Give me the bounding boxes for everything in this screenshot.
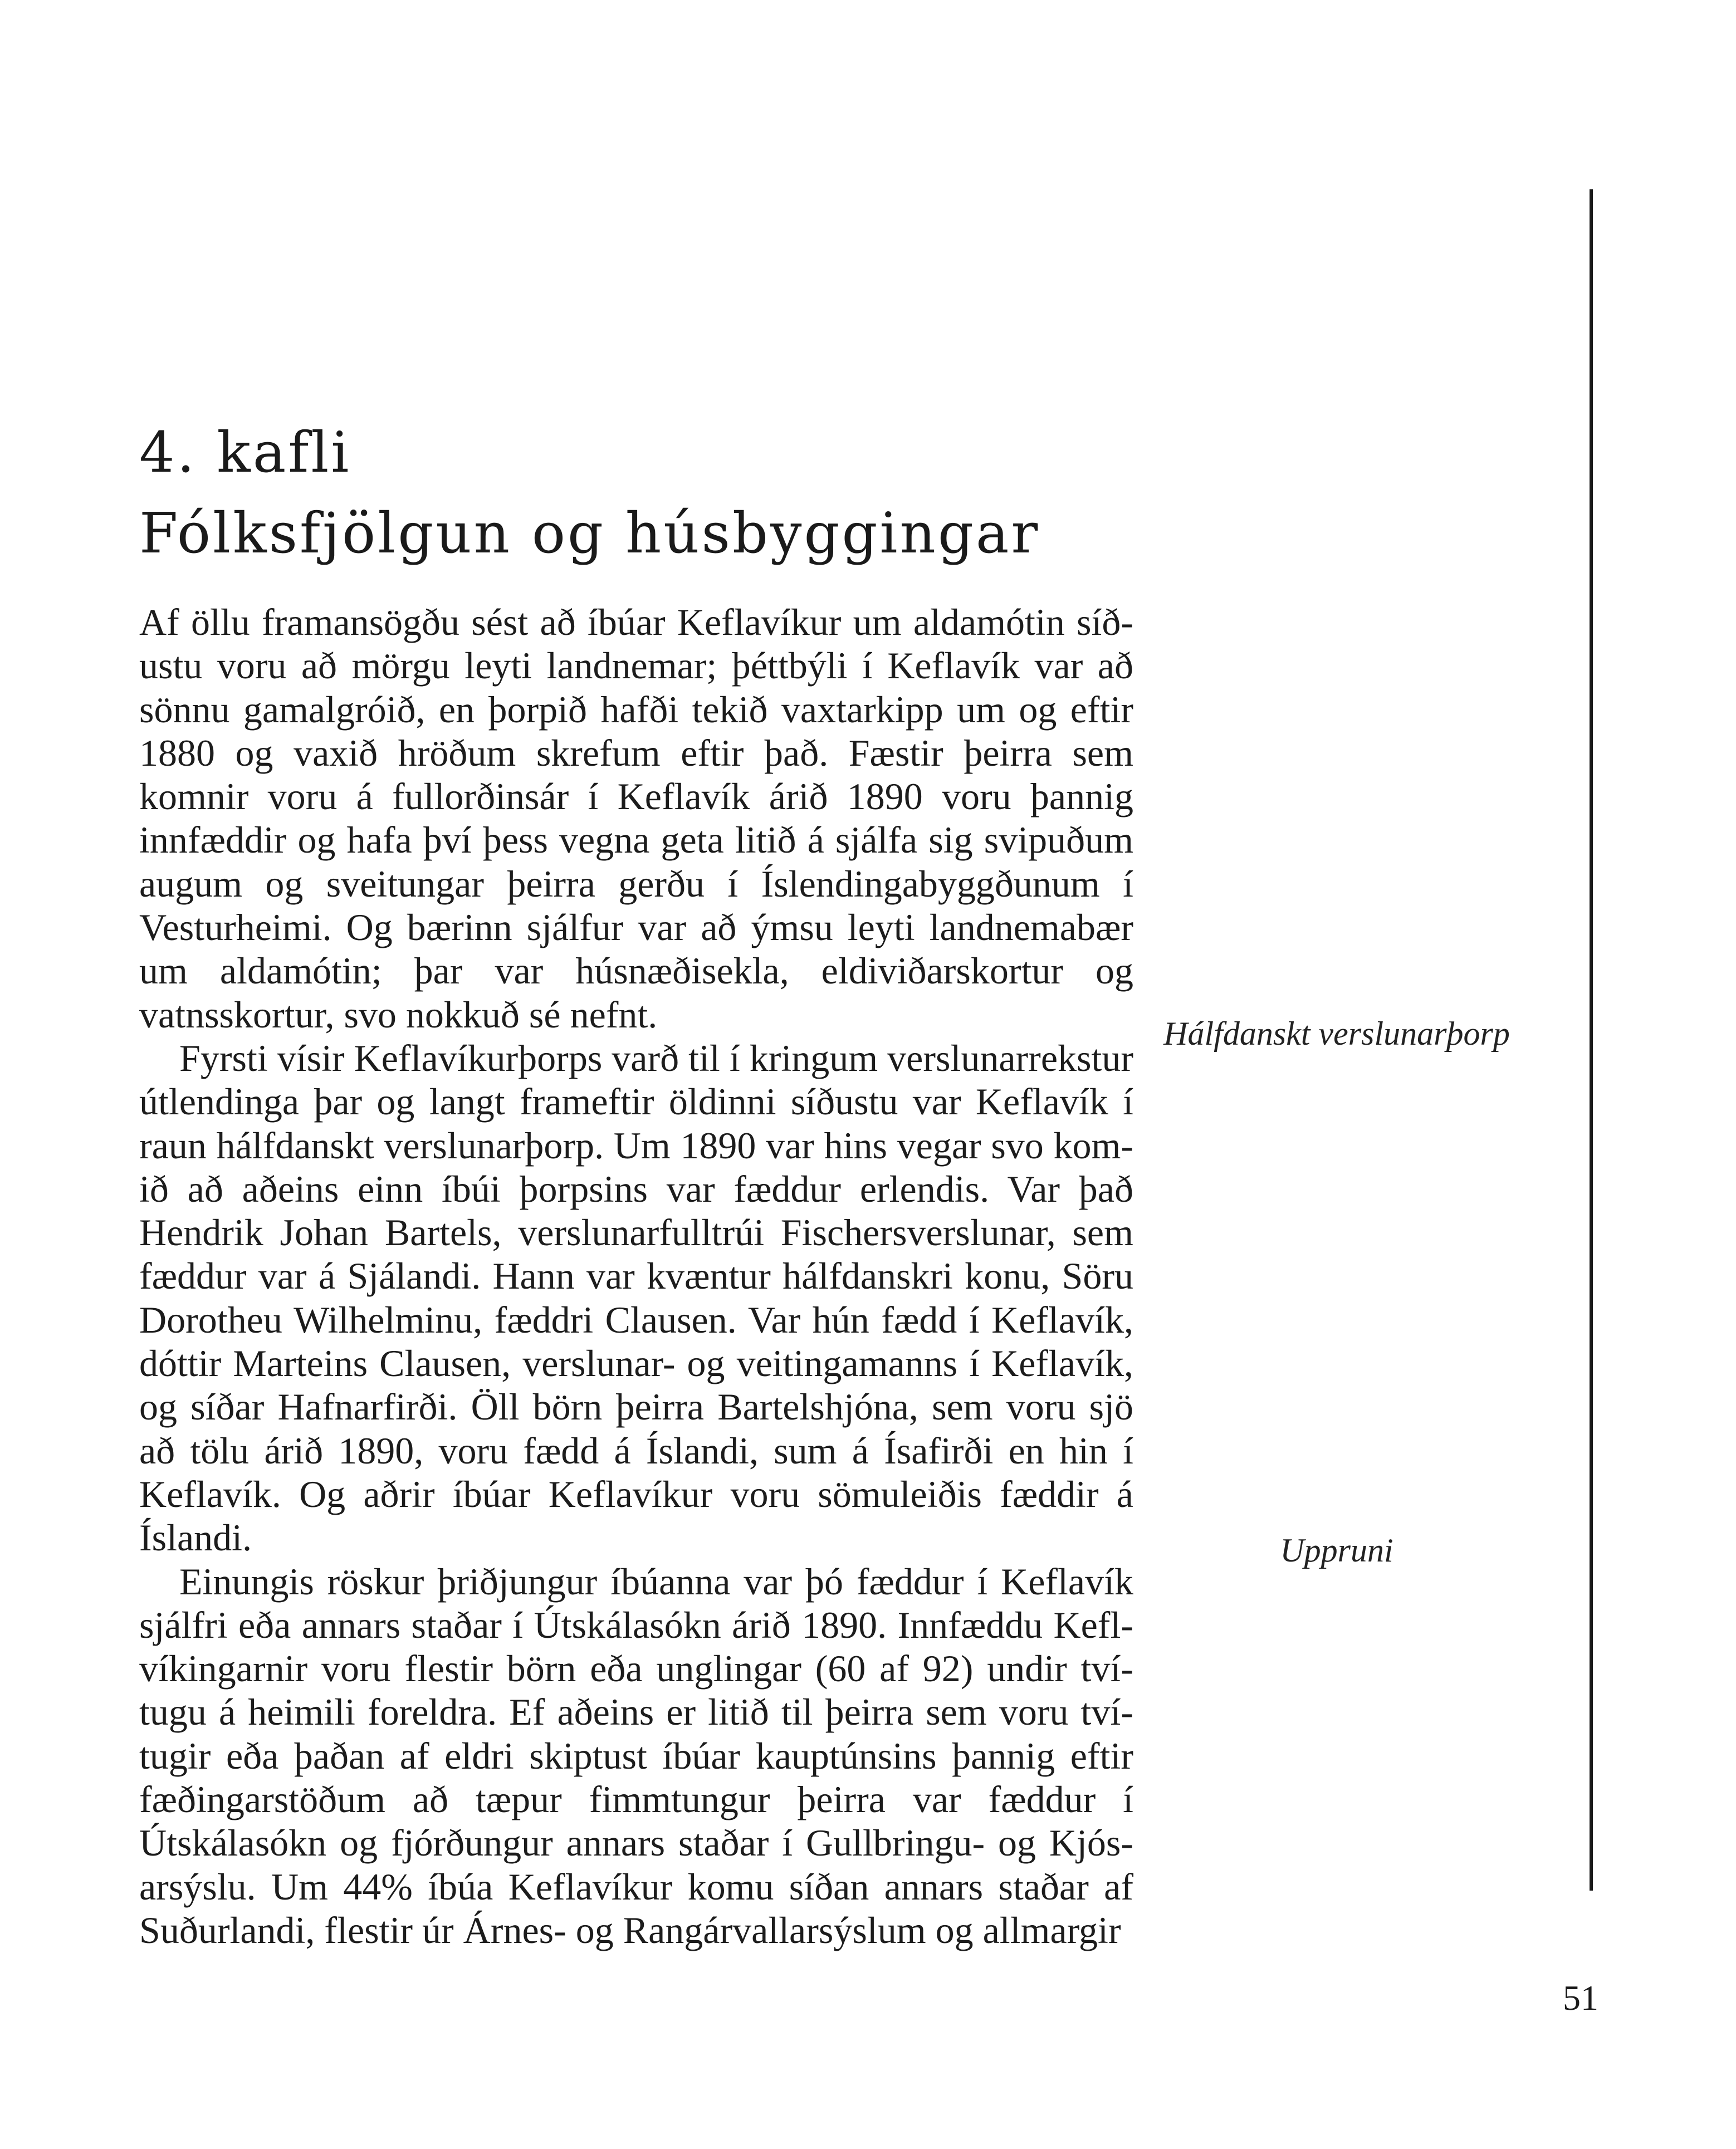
chapter-title: Fólksfjölgun og húsbyggingar: [139, 501, 1040, 566]
paragraph-2: Fyrsti vísir Keflavíkurþorps varð til í kringum verslunarrekstur útlendinga þar og langt frameftir öldinni síðustu var Keflavík í raun hálfdanskt verslunarþorp. Um 1890 var hins vegar svo komið að aðeins einn íbúi þorpsins var fæddur erlendis. Var það Hendrik Johan Bartels, verslunarfulltrúi Fischersverslunar, sem fæddur var á Sjálandi. Hann var kvæntur hálfdanskri konu, Söru Dorotheu Wilhelminu, fæddri Clausen. Var hún fædd í Keflavík, dóttir Marteins Clausen, verslunar- og veitingamanns í Keflavík, og síðar Hafnarfirði. Öll börn þeirra Bartelshjóna, sem voru sjö að tölu árið 1890, voru fædd á Íslandi, sum á Ísafirði en hin í Keflavík. Og aðrir íbúar Keflavíkur voru sömuleiðis fæddir á Íslandi.: [139, 1036, 1133, 1559]
chapter-heading: [139, 412, 1040, 574]
body-text: [139, 600, 1133, 1952]
margin-note-halfdanskt: Hálfdanskt verslunarþorp: [1163, 1015, 1510, 1052]
chapter-number: 4. kafli: [139, 420, 351, 485]
paragraph-3: Einungis röskur þriðjungur íbúanna var þó fæddur í Keflavík sjálfri eða annars staðar í Útskálasókn árið 1890. Innfæddu Keflvíkingarnir voru flestir börn eða unglingar (60 af 92) undir tvítugu á heimili foreldra. Ef aðeins er litið til þeirra sem voru tvítugir eða þaðan af eldri skiptust íbúar kauptúnsins þannig eftir fæðingarstöðum að tæpur fimmtungur þeirra var fæddur í Útskálasókn og fjórðungur annars staðar í Gullbringu- og Kjósarsýslu. Um 44% íbúa Keflavíkur komu síðan annars staðar af Suðurlandi, flestir úr Árnes- og Rangárvallarsýslum og allmargir: [139, 1560, 1133, 1951]
margin-note-uppruni: Uppruni: [1280, 1532, 1393, 1569]
paragraph-1: Af öllu framansögðu sést að íbúar Keflavíkur um aldamótin síðustu voru að mörgu leyti landnemar; þéttbýli í Keflavík var að sönnu gamalgróið, en þorpið hafði tekið vaxtarkipp um og eftir 1880 og vaxið hröðum skrefum eftir það. Fæstir þeirra sem komnir voru á fullorðinsár í Keflavík árið 1890 voru þannig innfæddir og hafa því þess vegna geta litið á sjálfa sig svipuðum augum og sveitungar þeirra gerðu í Íslendingabyggðunum í Vesturheimi. Og bærinn sjálfur var að ýmsu leyti landnemabær um aldamótin; þar var húsnæðisekla, eldiviðarskortur og vatnsskortur, svo nokkuð sé nefnt.: [139, 601, 1133, 1036]
vertical-rule: [1590, 189, 1593, 1891]
page-number: 51: [1563, 1978, 1598, 2018]
